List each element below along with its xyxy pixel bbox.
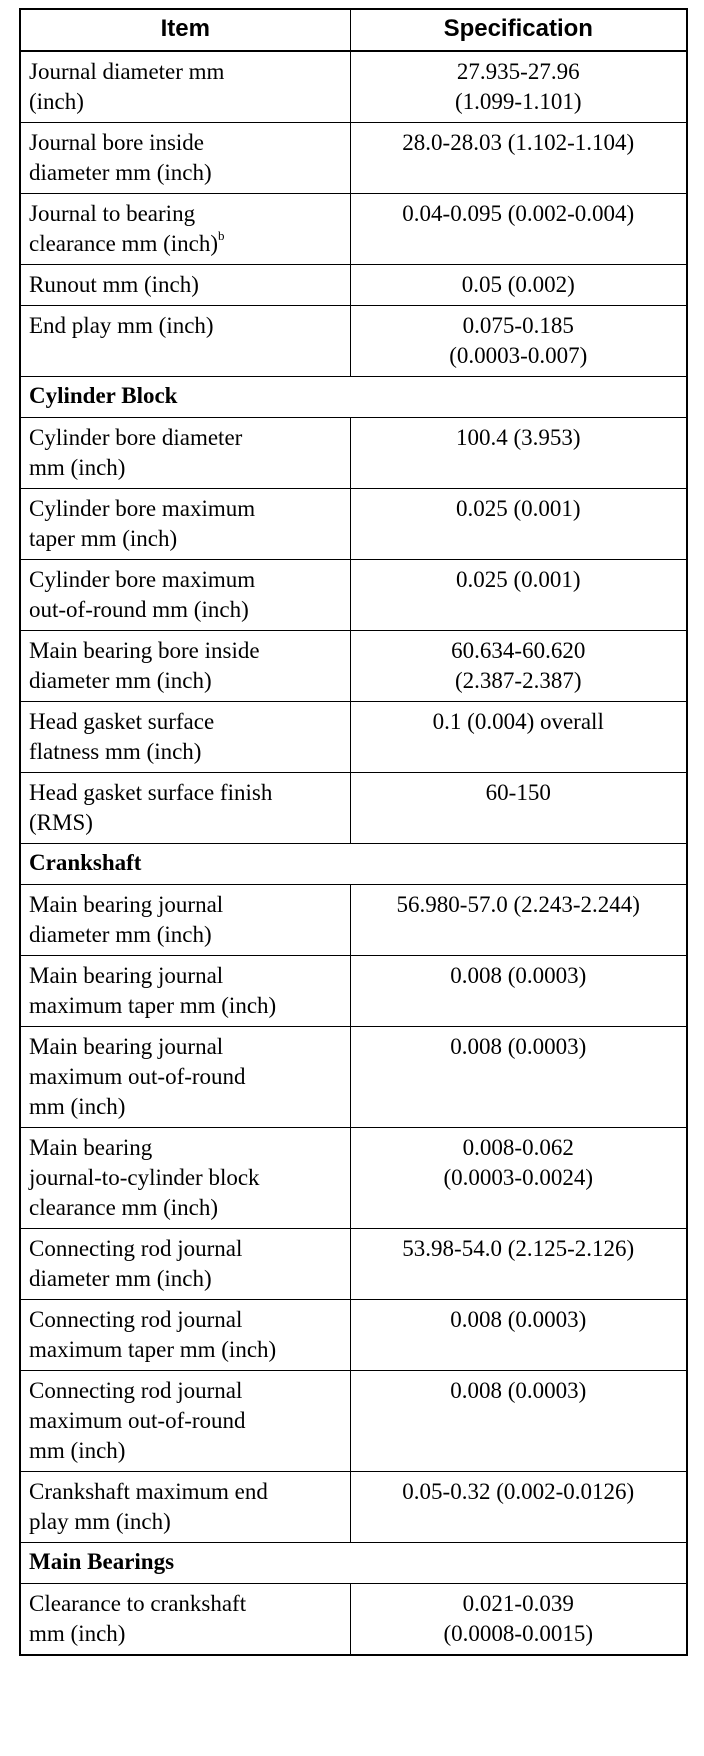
table-body <box>20 51 687 1655</box>
specification-cell <box>350 560 687 631</box>
item-cell <box>20 265 350 306</box>
item-text: Journal to bearing <box>29 201 196 226</box>
item-text-line <box>29 1092 342 1122</box>
item-column-header: Item <box>20 9 350 51</box>
item-text-line <box>29 1335 342 1365</box>
item-text-line <box>29 1477 342 1507</box>
specification-value-line: 60-150 <box>485 780 551 805</box>
specification-value-line: 0.008 (0.0003) <box>450 1307 587 1332</box>
specification-cell <box>350 1584 687 1656</box>
specification-column-header: Specification <box>350 9 687 51</box>
item-text: maximum taper mm (inch) <box>29 1337 277 1362</box>
item-text: mm (inch) <box>29 1094 126 1119</box>
item-text-line <box>29 1133 342 1163</box>
item-cell <box>20 1027 350 1128</box>
table-row <box>20 418 687 489</box>
section-header-row <box>20 377 687 418</box>
specification-value-line: 0.021-0.039 <box>462 1591 574 1616</box>
specification-cell <box>350 885 687 956</box>
specification-table <box>19 8 688 1656</box>
section-title: Main Bearings <box>20 1543 687 1584</box>
item-text-line <box>29 636 342 666</box>
item-cell <box>20 956 350 1027</box>
item-text: Head gasket surface <box>29 709 215 734</box>
specification-cell <box>350 306 687 377</box>
item-text: taper mm (inch) <box>29 526 178 551</box>
specification-value-line: (1.099-1.101) <box>455 89 582 114</box>
item-text-line <box>29 229 342 259</box>
specification-value-line: 0.04-0.095 (0.002-0.004) <box>402 201 635 226</box>
item-cell <box>20 1229 350 1300</box>
specification-value-line: (0.0003-0.0024) <box>443 1165 593 1190</box>
item-text-line <box>29 1234 342 1264</box>
item-text-line <box>29 707 342 737</box>
item-cell <box>20 123 350 194</box>
item-text: diameter mm (inch) <box>29 160 212 185</box>
specification-value-line: 60.634-60.620 <box>451 638 586 663</box>
item-text: Main bearing journal <box>29 892 224 917</box>
specification-cell <box>350 956 687 1027</box>
specification-value-line: 53.98-54.0 (2.125-2.126) <box>402 1236 635 1261</box>
specification-value-line: 0.008 (0.0003) <box>450 963 587 988</box>
table-row <box>20 1472 687 1543</box>
specification-value-line: 0.05 (0.002) <box>461 272 575 297</box>
item-text: Connecting rod journal <box>29 1307 243 1332</box>
item-text: mm (inch) <box>29 1621 126 1646</box>
item-text: maximum out-of-round <box>29 1064 246 1089</box>
item-text-line <box>29 808 342 838</box>
item-text-line <box>29 87 342 117</box>
item-cell <box>20 1472 350 1543</box>
table-row <box>20 631 687 702</box>
specification-cell <box>350 1027 687 1128</box>
item-text: maximum out-of-round <box>29 1408 246 1433</box>
section-header-row <box>20 1543 687 1584</box>
table-row <box>20 306 687 377</box>
item-cell <box>20 1300 350 1371</box>
specification-value-line: 0.025 (0.001) <box>455 567 581 592</box>
item-text-line <box>29 453 342 483</box>
specification-value-line: 28.0-28.03 (1.102-1.104) <box>402 130 635 155</box>
specification-cell <box>350 1128 687 1229</box>
specification-cell <box>350 1229 687 1300</box>
specification-cell <box>350 418 687 489</box>
item-text: Main bearing bore inside <box>29 638 260 663</box>
item-text: Connecting rod journal <box>29 1236 243 1261</box>
item-text-line <box>29 199 342 229</box>
item-text-line <box>29 494 342 524</box>
specification-cell <box>350 194 687 265</box>
specification-cell <box>350 773 687 844</box>
specification-cell <box>350 1300 687 1371</box>
specification-value-line: 0.008 (0.0003) <box>450 1378 587 1403</box>
specification-cell <box>350 265 687 306</box>
item-text: Cylinder bore diameter <box>29 425 243 450</box>
table-row <box>20 885 687 956</box>
item-text: Main bearing journal <box>29 963 224 988</box>
specification-cell <box>350 1371 687 1472</box>
item-cell <box>20 631 350 702</box>
item-text: (RMS) <box>29 810 93 835</box>
item-cell <box>20 560 350 631</box>
item-cell <box>20 885 350 956</box>
specification-value-line: 27.935-27.96 <box>456 59 580 84</box>
item-text: flatness mm (inch) <box>29 739 202 764</box>
item-cell <box>20 702 350 773</box>
item-text-line <box>29 1032 342 1062</box>
item-text: Main bearing <box>29 1135 153 1160</box>
table-row <box>20 773 687 844</box>
item-cell <box>20 1128 350 1229</box>
item-text: diameter mm (inch) <box>29 1266 212 1291</box>
table-row <box>20 560 687 631</box>
item-text-line <box>29 128 342 158</box>
item-text-line <box>29 1589 342 1619</box>
item-text: (inch) <box>29 89 84 114</box>
item-text-line <box>29 158 342 188</box>
item-text: mm (inch) <box>29 455 126 480</box>
section-header-row <box>20 844 687 885</box>
table-row <box>20 123 687 194</box>
item-text: diameter mm (inch) <box>29 668 212 693</box>
item-text-line <box>29 737 342 767</box>
item-text: out-of-round mm (inch) <box>29 597 249 622</box>
item-cell <box>20 1371 350 1472</box>
item-text-line <box>29 961 342 991</box>
item-text-line <box>29 1062 342 1092</box>
table-row <box>20 956 687 1027</box>
item-text-line <box>29 1305 342 1335</box>
specification-cell <box>350 631 687 702</box>
table-row <box>20 1027 687 1128</box>
item-text: Crankshaft maximum end <box>29 1479 268 1504</box>
table-row <box>20 1300 687 1371</box>
item-cell <box>20 1584 350 1656</box>
item-text: Journal bore inside <box>29 130 205 155</box>
specification-cell <box>350 123 687 194</box>
table-row <box>20 194 687 265</box>
table-row <box>20 1128 687 1229</box>
header-row <box>20 9 687 51</box>
item-text: maximum taper mm (inch) <box>29 993 277 1018</box>
item-text-line <box>29 423 342 453</box>
item-text-line <box>29 1376 342 1406</box>
table-row <box>20 702 687 773</box>
item-cell <box>20 418 350 489</box>
item-text: Runout mm (inch) <box>29 272 199 297</box>
item-text: Cylinder bore maximum <box>29 496 256 521</box>
item-text: clearance mm (inch) <box>29 1195 218 1220</box>
item-text: diameter mm (inch) <box>29 922 212 947</box>
item-cell <box>20 306 350 377</box>
item-text-line <box>29 666 342 696</box>
section-title: Cylinder Block <box>20 377 687 418</box>
item-text: play mm (inch) <box>29 1509 171 1534</box>
specification-value-line: (2.387-2.387) <box>455 668 582 693</box>
specification-value-line: 0.008 (0.0003) <box>450 1034 587 1059</box>
item-text-line <box>29 920 342 950</box>
item-cell <box>20 194 350 265</box>
item-text-line <box>29 991 342 1021</box>
footnote-marker: b <box>218 228 225 244</box>
item-text-line <box>29 1406 342 1436</box>
item-cell <box>20 51 350 123</box>
item-text: Cylinder bore maximum <box>29 567 256 592</box>
item-text: mm (inch) <box>29 1438 126 1463</box>
item-text-line <box>29 1619 342 1649</box>
specification-cell <box>350 1472 687 1543</box>
table-row <box>20 1584 687 1656</box>
item-cell <box>20 489 350 560</box>
specification-value-line: 0.025 (0.001) <box>455 496 581 521</box>
item-text-line <box>29 270 342 300</box>
item-text: Head gasket surface finish <box>29 780 273 805</box>
table-row <box>20 1229 687 1300</box>
item-text-line <box>29 1507 342 1537</box>
specification-value-line: (0.0008-0.0015) <box>443 1621 593 1646</box>
specification-cell <box>350 702 687 773</box>
item-text: End play mm (inch) <box>29 313 214 338</box>
item-text: journal-to-cylinder block <box>29 1165 260 1190</box>
specification-value-line: 100.4 (3.953) <box>455 425 581 450</box>
item-cell <box>20 773 350 844</box>
item-text-line <box>29 57 342 87</box>
item-text: Clearance to crankshaft <box>29 1591 247 1616</box>
specification-value-line: (0.0003-0.007) <box>449 343 588 368</box>
item-text-line <box>29 890 342 920</box>
specification-cell <box>350 489 687 560</box>
item-text: Main bearing journal <box>29 1034 224 1059</box>
table-row <box>20 51 687 123</box>
item-text-line <box>29 1264 342 1294</box>
item-text: Journal diameter mm <box>29 59 225 84</box>
table-row <box>20 489 687 560</box>
table-header <box>20 9 687 51</box>
table-row <box>20 265 687 306</box>
item-text: clearance mm (inch) <box>29 231 218 256</box>
specification-value-line: 0.05-0.32 (0.002-0.0126) <box>402 1479 635 1504</box>
specification-cell <box>350 51 687 123</box>
item-text-line <box>29 565 342 595</box>
table-row <box>20 1371 687 1472</box>
item-text-line <box>29 1193 342 1223</box>
specification-value-line: 0.1 (0.004) overall <box>432 709 604 734</box>
item-text-line <box>29 595 342 625</box>
specification-value-line: 0.075-0.185 <box>462 313 574 338</box>
item-text-line <box>29 524 342 554</box>
item-text-line <box>29 311 342 341</box>
specification-value-line: 56.980-57.0 (2.243-2.244) <box>396 892 640 917</box>
section-title: Crankshaft <box>20 844 687 885</box>
specification-value-line: 0.008-0.062 <box>462 1135 574 1160</box>
item-text-line <box>29 1436 342 1466</box>
item-text: Connecting rod journal <box>29 1378 243 1403</box>
item-text-line <box>29 778 342 808</box>
item-text-line <box>29 1163 342 1193</box>
